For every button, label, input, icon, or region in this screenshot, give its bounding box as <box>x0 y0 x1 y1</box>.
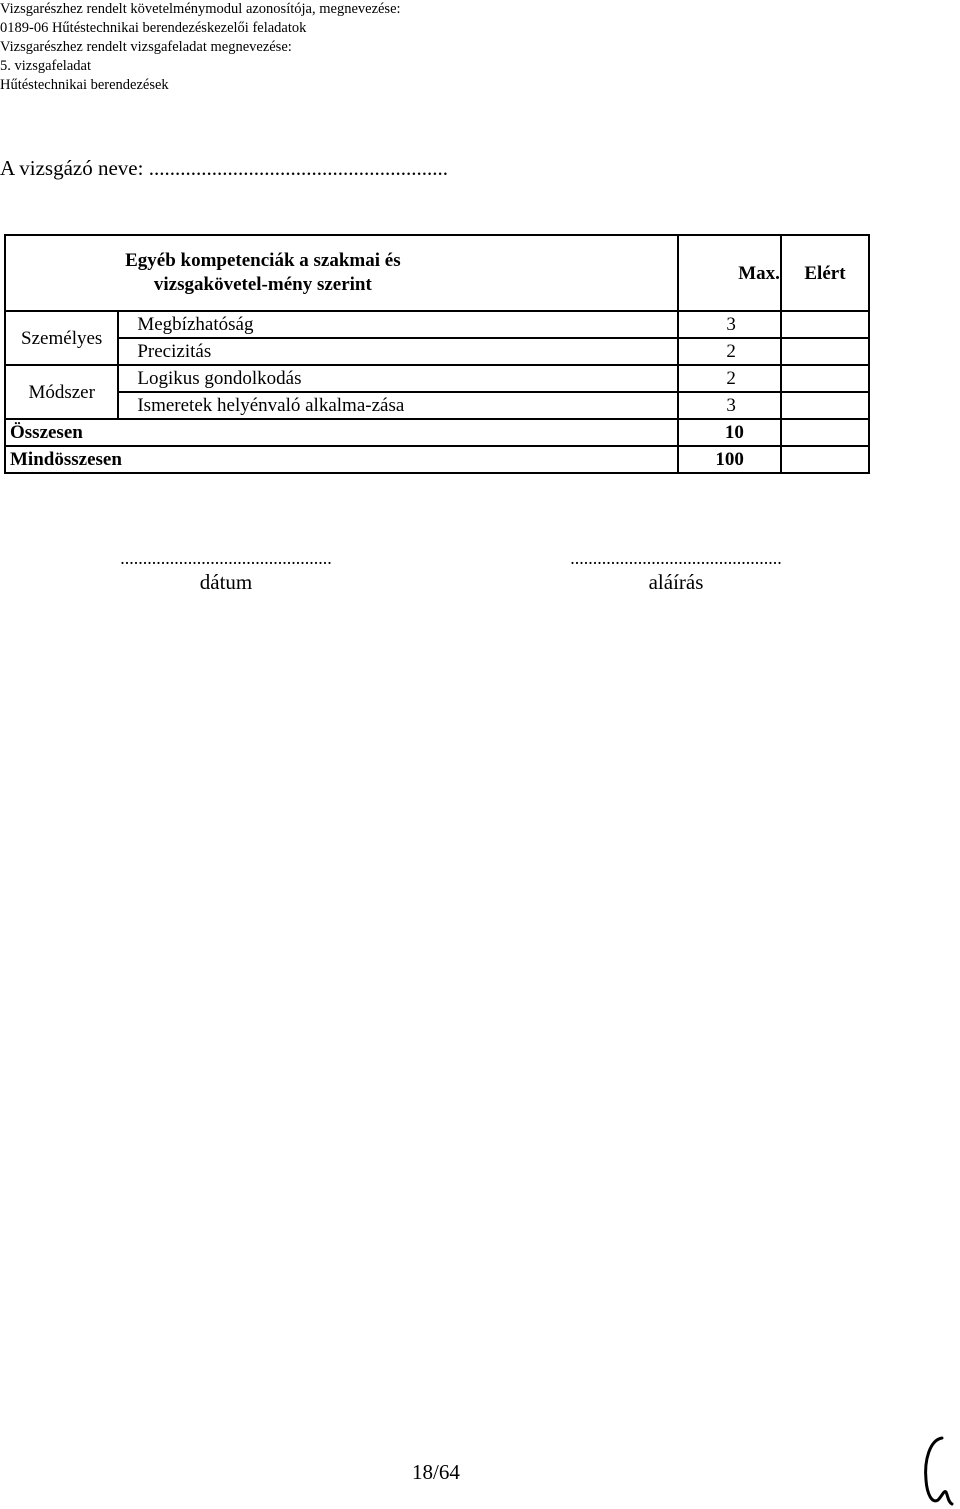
header-line-task-name: Hűtéstechnikai berendezések <box>0 77 169 93</box>
total-value: 10 <box>678 419 781 446</box>
total-row <box>5 419 869 446</box>
signature-block <box>538 548 814 596</box>
achieved-score-cell[interactable] <box>781 392 869 419</box>
signature-label: aláírás <box>648 570 704 594</box>
header-line-task-title: Vizsgarészhez rendelt vizsgafeladat megnevezése: <box>0 39 292 55</box>
date-signature-block <box>88 548 364 596</box>
header-blank-cell <box>5 235 118 311</box>
page-number: 18/64 <box>412 1460 460 1484</box>
group-label-personal: Személyes <box>5 311 118 365</box>
header-achieved: Elért <box>781 235 869 311</box>
header-spacer-cell <box>407 235 677 311</box>
table-header-row <box>5 235 869 311</box>
grand-total-achieved-cell[interactable] <box>781 446 869 473</box>
item-max: 2 <box>678 365 781 392</box>
document-header <box>0 0 401 95</box>
date-dots: ............................................... <box>120 548 332 568</box>
grand-total-row <box>5 446 869 473</box>
item-label: Precizitás <box>118 338 407 365</box>
signature-dots: ............................................... <box>570 548 782 568</box>
item-label: Ismeretek helyénvaló alkalma-zása <box>137 395 405 416</box>
table-row <box>5 311 869 338</box>
header-line-task-number: 5. vizsgafeladat <box>0 58 91 74</box>
item-max: 3 <box>678 392 781 419</box>
item-max: 3 <box>678 311 781 338</box>
total-achieved-cell[interactable] <box>781 419 869 446</box>
achieved-score-cell[interactable] <box>781 365 869 392</box>
group-label-method: Módszer <box>5 365 118 419</box>
examinee-name-line: A vizsgázó neve: ......................................................... <box>0 156 448 180</box>
handwritten-initial-mark <box>918 1432 958 1507</box>
grand-total-value: 100 <box>678 446 781 473</box>
header-max: Max. <box>678 235 781 311</box>
header-line-module-title: Vizsgarészhez rendelt követelménymodul azonosítója, megnevezése: <box>0 1 401 17</box>
table-row <box>5 338 869 365</box>
table-row <box>5 392 869 419</box>
item-label: Logikus gondolkodás <box>118 365 407 392</box>
header-line-module-name: 0189-06 Hűtéstechnikai berendezéskezelői feladatok <box>0 20 307 36</box>
table-row <box>5 365 869 392</box>
header-competency-cell <box>118 235 407 311</box>
achieved-score-cell[interactable] <box>781 311 869 338</box>
date-label: dátum <box>199 570 253 594</box>
grand-total-label: Mindösszesen <box>5 446 407 473</box>
item-max: 2 <box>678 338 781 365</box>
achieved-score-cell[interactable] <box>781 338 869 365</box>
header-competency-text: Egyéb kompetenciák a szakmai és vizsgakövetel-mény szerint <box>125 249 401 295</box>
item-label: Megbízhatóság <box>118 311 407 338</box>
competency-score-table <box>4 234 870 474</box>
total-label: Összesen <box>5 419 407 446</box>
